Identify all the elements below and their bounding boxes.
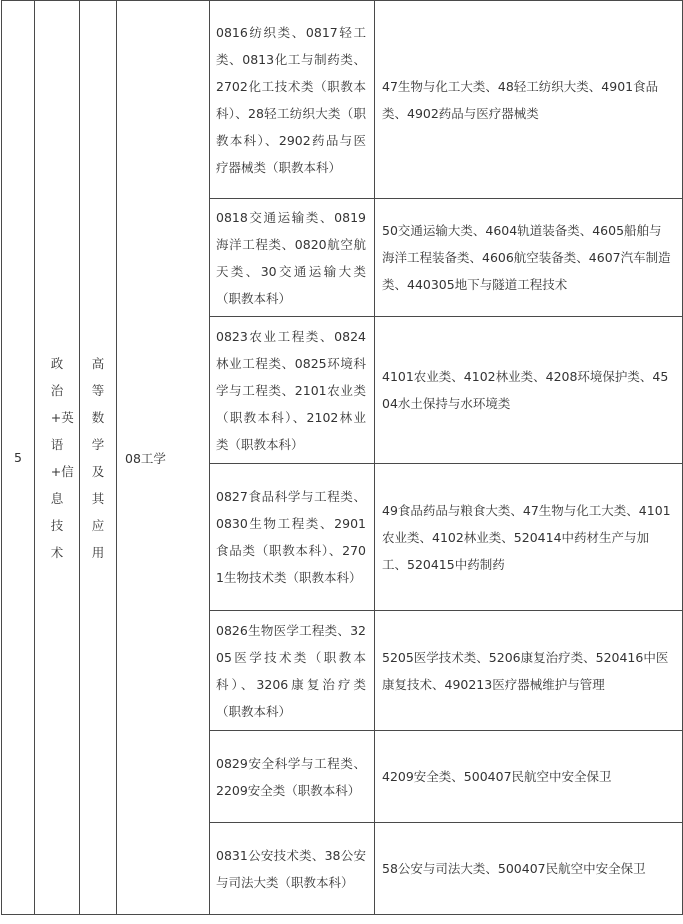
undergrad-majors: 0827食品科学与工程类、0830生物工程类、2901食品类（职教本科）、2701生物技术类（职教本科） [210,464,375,611]
related-majors: 58公安与司法大类、500407民航空中安全保卫 [375,823,683,915]
related-majors: 4209安全类、500407民航空中安全保卫 [375,731,683,823]
exam-subjects: 政治+英语+信息技术 [50,355,74,560]
table-row [2,1,683,199]
major-table [1,0,683,915]
exam-subjects-cell [35,1,80,915]
related-majors: 50交通运输大类、4604轨道装备类、4605船舶与海洋工程装备类、4606航空装备类、4607汽车制造类、440305地下与隧道工程技术 [375,199,683,317]
row-number: 5 [2,1,35,915]
related-majors: 5205医学技术类、5206康复治疗类、520416中医康复技术、490213医疗器械维护与管理 [375,611,683,731]
related-majors: 47生物与化工大类、48轻工纺织大类、4901食品类、4902药品与医疗器械类 [375,1,683,199]
related-majors: 4101农业类、4102林业类、4208环境保护类、4504水土保持与水环境类 [375,317,683,464]
undergrad-majors: 0823农业工程类、0824林业工程类、0825环境科学与工程类、2101农业类（职教本科）、2102林业类（职教本科） [210,317,375,464]
related-majors: 49食品药品与粮食大类、47生物与化工大类、4101农业类、4102林业类、520414中药材生产与加工、520415中药制药 [375,464,683,611]
math-subject: 高等数学及其应用 [91,355,105,560]
undergrad-majors: 0829安全科学与工程类、2209安全类（职教本科） [210,731,375,823]
undergrad-majors: 0831公安技术类、38公安与司法大类（职教本科） [210,823,375,915]
math-subject-cell [80,1,117,915]
undergrad-majors: 0818交通运输类、0819海洋工程类、0820航空航天类、30交通运输大类（职教本科） [210,199,375,317]
undergrad-majors: 0816纺织类、0817轻工类、0813化工与制药类、2702化工技术类（职教本科）、28轻工纺织大类（职教本科）、2902药品与医疗器械类（职教本科） [210,1,375,199]
undergrad-majors: 0826生物医学工程类、3205医学技术类（职教本科）、3206康复治疗类（职教本科） [210,611,375,731]
discipline: 08工学 [117,1,210,915]
